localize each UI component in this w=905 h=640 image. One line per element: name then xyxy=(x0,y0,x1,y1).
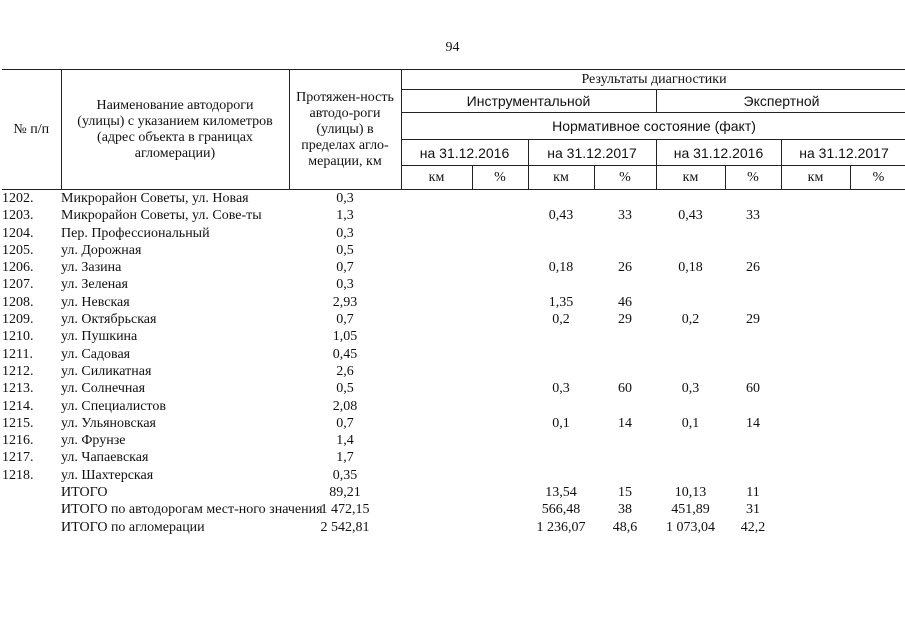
diag-value xyxy=(401,449,472,466)
diag-value xyxy=(472,449,528,466)
diag-value xyxy=(528,449,594,466)
diag-value: 15 xyxy=(618,485,632,501)
road-name: ул. Чапаевская xyxy=(61,450,149,466)
diag-value: 33 xyxy=(618,208,632,224)
diag-value: 42,2 xyxy=(740,519,766,535)
header-normative: Нормативное состояние (факт) xyxy=(401,113,905,140)
diag-value xyxy=(850,519,905,536)
header-unit: % xyxy=(725,166,781,190)
diag-value xyxy=(472,225,528,242)
diag-value xyxy=(781,398,850,415)
header-length: Протяжен-ность автодо-роги (улицы) в пределах агло-мерации, км xyxy=(289,70,401,190)
diag-value: 26 xyxy=(746,260,760,276)
diag-value xyxy=(401,432,472,449)
diag-value xyxy=(401,363,472,380)
diag-value xyxy=(401,415,472,432)
table-row xyxy=(2,294,905,311)
road-name: ул. Силикатная xyxy=(61,363,152,379)
table-row xyxy=(2,501,905,518)
diag-value xyxy=(781,501,850,518)
table-row xyxy=(2,311,905,328)
road-length: 2,08 xyxy=(332,398,358,414)
diag-value xyxy=(472,328,528,345)
diag-value: 14 xyxy=(746,415,760,431)
diag-value xyxy=(401,501,472,518)
diag-value xyxy=(528,242,594,259)
diag-value xyxy=(472,346,528,363)
diag-value xyxy=(656,432,725,449)
diag-value: 566,48 xyxy=(541,502,581,518)
header-unit: км xyxy=(528,166,594,190)
diag-value xyxy=(850,432,905,449)
diag-value xyxy=(401,190,472,208)
header-expert: Экспертной xyxy=(656,90,905,113)
header-unit: % xyxy=(594,166,656,190)
diag-value xyxy=(656,346,725,363)
diag-value xyxy=(528,276,594,293)
diag-value xyxy=(725,276,781,293)
road-length: 0,5 xyxy=(336,381,354,397)
diag-value: 0,1 xyxy=(681,415,700,431)
diag-value xyxy=(401,242,472,259)
diag-value xyxy=(850,207,905,224)
diag-value xyxy=(656,294,725,311)
diag-value xyxy=(472,432,528,449)
table-row xyxy=(2,190,905,208)
road-length: 0,45 xyxy=(332,346,358,362)
row-number: 1218. xyxy=(2,467,34,483)
diag-value xyxy=(850,484,905,501)
road-name: Микрорайон Советы, ул. Новая xyxy=(61,191,249,206)
diag-value xyxy=(528,328,594,345)
diag-value xyxy=(401,259,472,276)
table-row xyxy=(2,398,905,415)
diag-value xyxy=(401,398,472,415)
diag-value xyxy=(472,380,528,397)
diag-value xyxy=(594,346,656,363)
diagnostics-table xyxy=(2,69,905,536)
diag-value xyxy=(594,398,656,415)
header-unit: км xyxy=(401,166,472,190)
road-length: 2,6 xyxy=(336,363,354,379)
diag-value xyxy=(472,467,528,484)
diag-value xyxy=(725,242,781,259)
table-row xyxy=(2,484,905,501)
road-name: Пер. Профессиональный xyxy=(61,225,210,241)
diag-value xyxy=(528,363,594,380)
diag-value xyxy=(781,207,850,224)
road-name: ул. Солнечная xyxy=(61,381,146,397)
diag-value xyxy=(528,190,594,208)
diag-value xyxy=(472,484,528,501)
diag-value: 0,2 xyxy=(552,312,570,328)
road-length: 89,21 xyxy=(329,485,361,501)
diag-value xyxy=(528,432,594,449)
row-number: 1211. xyxy=(2,346,33,362)
diag-value xyxy=(401,346,472,363)
diag-value xyxy=(472,207,528,224)
row-number: 1214. xyxy=(2,398,34,414)
table-row xyxy=(2,432,905,449)
diag-value: 0,43 xyxy=(548,208,574,224)
page-number: 94 xyxy=(445,40,460,55)
diag-value xyxy=(725,346,781,363)
diag-value xyxy=(725,432,781,449)
diag-value xyxy=(656,449,725,466)
diag-value: 38 xyxy=(618,502,632,518)
diag-value xyxy=(781,467,850,484)
diag-value xyxy=(656,398,725,415)
road-length: 2 542,81 xyxy=(320,519,370,535)
diag-value xyxy=(725,294,781,311)
diag-value xyxy=(401,328,472,345)
diag-value xyxy=(528,398,594,415)
diag-value xyxy=(850,501,905,518)
diag-value xyxy=(401,225,472,242)
diag-value xyxy=(472,501,528,518)
diag-value xyxy=(850,449,905,466)
diag-value xyxy=(528,467,594,484)
diag-value xyxy=(781,311,850,328)
diag-value xyxy=(472,519,528,536)
road-length: 0,5 xyxy=(336,242,354,258)
diag-value: 13,54 xyxy=(545,485,577,501)
diag-value xyxy=(850,398,905,415)
row-number: 1210. xyxy=(2,329,34,345)
header-unit: % xyxy=(472,166,528,190)
road-length: 0,3 xyxy=(336,191,354,206)
diag-value: 0,18 xyxy=(678,260,703,276)
diag-value xyxy=(781,432,850,449)
row-number: 1215. xyxy=(2,415,34,431)
road-length: 0,7 xyxy=(336,260,354,276)
row-number xyxy=(2,501,61,518)
road-length: 1,7 xyxy=(336,450,354,466)
table-row xyxy=(2,415,905,432)
diag-value xyxy=(656,225,725,242)
diag-value xyxy=(781,259,850,276)
diag-value xyxy=(725,190,781,208)
road-name: ул. Зеленая xyxy=(61,277,128,293)
header-date-4: на 31.12.2017 xyxy=(781,140,905,166)
diag-value xyxy=(656,467,725,484)
row-number: 1205. xyxy=(2,242,34,258)
road-length: 0,3 xyxy=(336,225,354,241)
diag-value xyxy=(850,415,905,432)
table-row xyxy=(2,276,905,293)
diag-value xyxy=(401,207,472,224)
diag-value xyxy=(781,190,850,208)
road-length: 1,3 xyxy=(336,208,354,224)
diag-value xyxy=(781,294,850,311)
diag-value xyxy=(850,259,905,276)
road-name: ул. Дорожная xyxy=(61,242,142,258)
header-num: № п/п xyxy=(2,70,61,190)
header-unit: км xyxy=(781,166,850,190)
row-number: 1204. xyxy=(2,225,34,241)
diag-value xyxy=(850,225,905,242)
diag-value: 46 xyxy=(618,294,632,310)
diag-value: 29 xyxy=(746,312,760,328)
diag-value xyxy=(472,242,528,259)
diag-value xyxy=(725,449,781,466)
diag-value: 10,13 xyxy=(674,485,707,501)
diag-value xyxy=(850,328,905,345)
row-number xyxy=(2,484,61,501)
road-name: ул. Зазина xyxy=(61,260,122,276)
row-number: 1207. xyxy=(2,277,34,293)
table-row xyxy=(2,328,905,345)
row-number: 1216. xyxy=(2,433,34,449)
diag-value: 11 xyxy=(746,485,760,501)
diag-value xyxy=(656,190,725,208)
diag-value xyxy=(472,259,528,276)
table-row xyxy=(2,207,905,224)
diag-value xyxy=(850,311,905,328)
diag-value: 0,43 xyxy=(678,208,703,224)
row-number xyxy=(2,519,61,536)
diag-value xyxy=(472,190,528,208)
diag-value xyxy=(594,190,656,208)
road-name: ул. Октябрьская xyxy=(61,312,157,328)
diag-value: 31 xyxy=(746,502,760,518)
diag-value xyxy=(781,328,850,345)
diag-value xyxy=(850,363,905,380)
diag-value xyxy=(472,363,528,380)
table-row xyxy=(2,380,905,397)
diag-value xyxy=(781,225,850,242)
road-length: 0,35 xyxy=(332,467,358,483)
diag-value: 0,18 xyxy=(548,260,574,276)
diag-value: 1 073,04 xyxy=(666,519,715,535)
diag-value xyxy=(656,328,725,345)
diag-value xyxy=(725,363,781,380)
diag-value xyxy=(781,449,850,466)
row-number: 1203. xyxy=(2,208,34,224)
diag-value: 48,6 xyxy=(612,519,638,535)
diag-value xyxy=(401,311,472,328)
row-number: 1217. xyxy=(2,450,34,466)
road-length: 0,3 xyxy=(336,277,354,293)
diag-value xyxy=(850,242,905,259)
diag-value xyxy=(528,346,594,363)
diag-value xyxy=(472,398,528,415)
diag-value xyxy=(472,276,528,293)
diag-value: 1,35 xyxy=(548,294,574,310)
diag-value xyxy=(850,190,905,208)
diag-value xyxy=(472,415,528,432)
diag-value: 0,1 xyxy=(552,415,570,431)
road-name: ул. Шахтерская xyxy=(61,467,154,483)
road-name: ул. Садовая xyxy=(61,346,131,362)
diag-value xyxy=(401,276,472,293)
header-results: Результаты диагностики xyxy=(401,70,905,90)
diag-value xyxy=(401,294,472,311)
road-name: ул. Специалистов xyxy=(61,398,166,414)
diag-value xyxy=(781,484,850,501)
diag-value xyxy=(850,294,905,311)
diag-value: 29 xyxy=(618,312,632,328)
road-length: 0,7 xyxy=(336,312,354,328)
row-number: 1202. xyxy=(2,191,34,206)
diag-value xyxy=(594,242,656,259)
header-unit: % xyxy=(850,166,905,190)
diag-value: 33 xyxy=(746,208,760,224)
diag-value xyxy=(850,467,905,484)
row-number: 1209. xyxy=(2,312,34,328)
diag-value xyxy=(401,519,472,536)
table-row xyxy=(2,259,905,276)
road-name: ИТОГО xyxy=(61,485,108,501)
table-row xyxy=(2,346,905,363)
road-name: ИТОГО по агломерации xyxy=(61,519,205,535)
diag-value xyxy=(472,311,528,328)
road-length: 1,05 xyxy=(332,329,358,345)
table-row xyxy=(2,225,905,242)
diag-value xyxy=(850,380,905,397)
header-instrumental: Инструментальной xyxy=(401,90,656,113)
diag-value xyxy=(781,242,850,259)
diag-value xyxy=(594,449,656,466)
table-row xyxy=(2,519,905,536)
road-length: 2,93 xyxy=(332,294,358,310)
diag-value xyxy=(594,225,656,242)
table-row xyxy=(2,363,905,380)
diag-value xyxy=(725,328,781,345)
header-road-name: Наименование автодороги (улицы) с указанием километров (адрес объекта в границах агломерации) xyxy=(61,70,289,190)
table-row xyxy=(2,449,905,466)
row-number: 1213. xyxy=(2,381,34,397)
diag-value xyxy=(781,519,850,536)
diag-value xyxy=(594,363,656,380)
road-name: ул. Ульяновская xyxy=(61,415,156,431)
diag-value: 1 236,07 xyxy=(536,519,586,535)
diag-value xyxy=(594,432,656,449)
diag-value xyxy=(594,467,656,484)
header-date-2: на 31.12.2017 xyxy=(528,140,656,166)
diag-value xyxy=(656,276,725,293)
diag-value xyxy=(656,363,725,380)
row-number: 1208. xyxy=(2,294,34,310)
header-unit: км xyxy=(656,166,725,190)
diag-value xyxy=(401,484,472,501)
diag-value xyxy=(401,467,472,484)
road-name: ИТОГО по автодорогам мест-ного значения xyxy=(61,502,323,518)
diag-value: 60 xyxy=(618,381,632,397)
diag-value xyxy=(725,398,781,415)
diag-value xyxy=(528,225,594,242)
diag-value xyxy=(781,380,850,397)
diag-value xyxy=(594,328,656,345)
diag-value xyxy=(781,276,850,293)
diag-value: 26 xyxy=(618,260,632,276)
diag-value: 451,89 xyxy=(671,502,710,518)
row-number: 1206. xyxy=(2,260,34,276)
diag-value xyxy=(850,346,905,363)
road-length: 0,7 xyxy=(336,415,354,431)
diag-value: 60 xyxy=(746,381,760,397)
diag-value: 14 xyxy=(618,415,632,431)
road-name: ул. Пушкина xyxy=(61,329,138,345)
row-number: 1212. xyxy=(2,363,34,379)
diag-value xyxy=(725,225,781,242)
road-name: ул. Фрунзе xyxy=(61,433,126,449)
diag-value xyxy=(472,294,528,311)
diag-value: 0,3 xyxy=(681,381,700,397)
diag-value: 0,3 xyxy=(552,381,570,397)
diag-value xyxy=(781,346,850,363)
diag-value xyxy=(850,276,905,293)
diag-value xyxy=(401,380,472,397)
road-length: 1 472,15 xyxy=(320,502,370,518)
diag-value: 0,2 xyxy=(681,312,700,328)
road-name: ул. Невская xyxy=(61,294,130,310)
diag-value xyxy=(781,415,850,432)
diag-value xyxy=(594,276,656,293)
table-row xyxy=(2,242,905,259)
road-name: Микрорайон Советы, ул. Сове-ты xyxy=(61,208,262,224)
diag-value xyxy=(656,242,725,259)
road-length: 1,4 xyxy=(336,433,354,449)
header-date-1: на 31.12.2016 xyxy=(401,140,528,166)
diag-value xyxy=(725,467,781,484)
diag-value xyxy=(781,363,850,380)
table-row xyxy=(2,467,905,484)
header-date-3: на 31.12.2016 xyxy=(656,140,781,166)
